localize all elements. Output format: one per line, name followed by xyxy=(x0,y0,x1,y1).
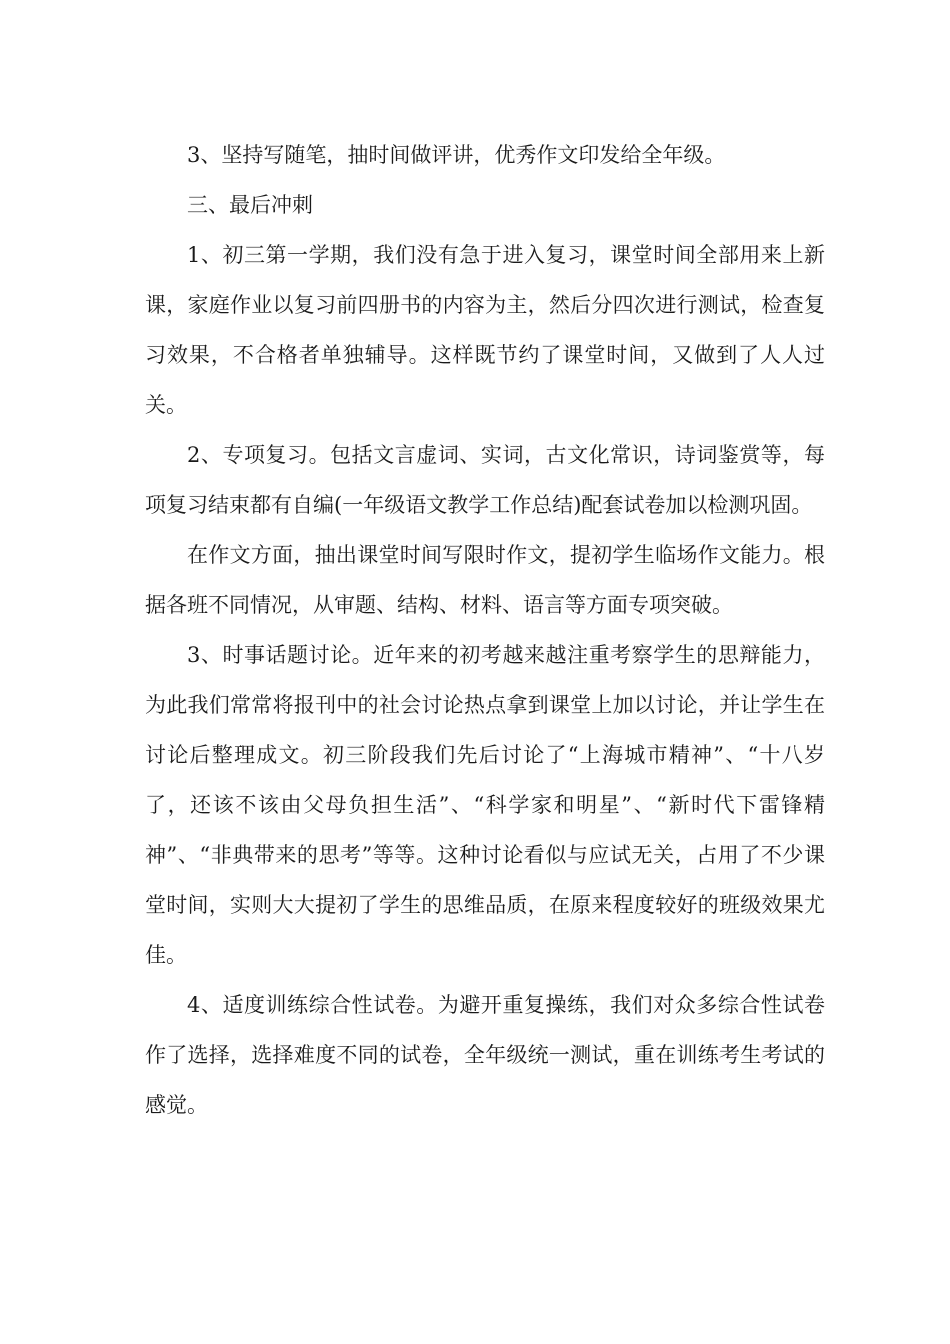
paragraph-item-2-special-review: 2、专项复习。包括文言虚词、实词，古文化常识，诗词鉴赏等，每项复习结束都有自编(一年级语文教学工作总结)配套试卷加以检测巩固。 xyxy=(145,443,825,517)
document-body xyxy=(145,130,825,1130)
paragraph-item-1-first-semester: 1、初三第一学期，我们没有急于进入复习，课堂时间全部用来上新课，家庭作业以复习前四册书的内容为主，然后分四次进行测试，检查复习效果，不合格者单独辅导。这样既节约了课堂时间，又做到了人人过关。 xyxy=(145,243,825,417)
paragraph-item-3-current-topics: 3、时事话题讨论。近年来的初考越来越注重考察学生的思辩能力，为此我们常常将报刊中的社会讨论热点拿到课堂上加以讨论，并让学生在讨论后整理成文。初三阶段我们先后讨论了“上海城市精神”、“十八岁了，还该不该由父母负担生活”、“科学家和明星”、“新时代下雷锋精神”、“非典带来的思考”等等。这种讨论看似与应试无关，占用了不少课堂时间，实则大大提初了学生的思维品质，在原来程度较好的班级效果尤佳。 xyxy=(145,643,825,967)
section-heading-final-sprint: 三、最后冲刺 xyxy=(187,193,313,217)
paragraph-item-3-essay: 3、坚持写随笔，抽时间做评讲，优秀作文印发给全年级。 xyxy=(187,143,726,167)
paragraph-composition: 在作文方面，抽出课堂时间写限时作文，提初学生临场作文能力。根据各班不同情况，从审题、结构、材料、语言等方面专项突破。 xyxy=(145,543,825,617)
paragraph-item-4-comprehensive-papers: 4、适度训练综合性试卷。为避开重复操练，我们对众多综合性试卷作了选择，选择难度不同的试卷，全年级统一测试，重在训练考生考试的感觉。 xyxy=(145,993,825,1117)
